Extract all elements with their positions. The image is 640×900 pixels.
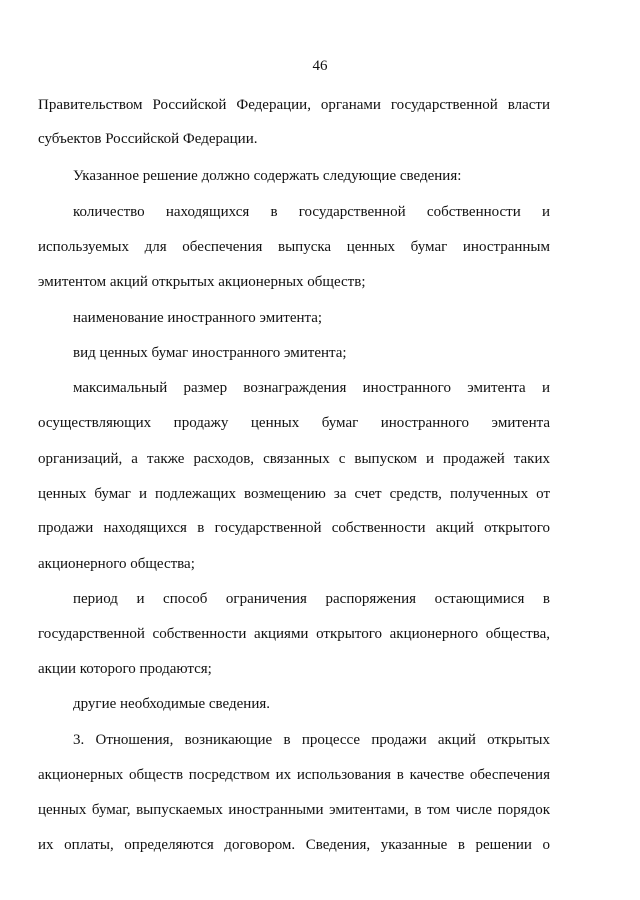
text-line: Указанное решение должно содержать следующие сведения: <box>73 168 462 184</box>
text-line: субъектов Российской Федерации. <box>38 131 258 147</box>
text-line: государственной собственности акциями открытого акционерного общества, <box>38 626 550 642</box>
text-line: 3. Отношения, возникающие в процессе продажи акций открытых <box>73 732 550 748</box>
text-line: акционерных обществ посредством их использования в качестве обеспечения <box>38 767 550 783</box>
text-line: продажи находящихся в государственной собственности акций открытого <box>38 520 550 536</box>
text-line: наименование иностранного эмитента; <box>73 310 323 326</box>
text-line: максимальный размер вознаграждения иностранного эмитента и <box>73 380 550 396</box>
text-line: акционерного общества; <box>38 556 195 572</box>
page-number: 46 <box>312 58 328 74</box>
text-line: их оплаты, определяются договором. Сведения, указанные в решении о <box>38 837 550 853</box>
text-line: ценных бумаг, выпускаемых иностранными эмитентами, в том числе порядок <box>38 802 550 818</box>
text-line: ценных бумаг и подлежащих возмещению за счет средств, полученных от <box>38 486 550 502</box>
text-line: акции которого продаются; <box>38 661 212 677</box>
text-line: другие необходимые сведения. <box>73 696 271 712</box>
text-line: вид ценных бумаг иностранного эмитента; <box>73 345 347 361</box>
text-line: используемых для обеспечения выпуска ценных бумаг иностранным <box>38 239 550 255</box>
text-line: организаций, а также расходов, связанных с выпуском и продажей таких <box>38 451 550 467</box>
text-line: Правительством Российской Федерации, органами государственной власти <box>38 97 550 113</box>
text-line: период и способ ограничения распоряжения остающимися в <box>73 591 550 607</box>
text-line: эмитентом акций открытых акционерных обществ; <box>38 274 366 290</box>
text-line: осуществляющих продажу ценных бумаг иностранного эмитента <box>38 415 550 431</box>
text-line: количество находящихся в государственной собственности и <box>73 204 550 220</box>
